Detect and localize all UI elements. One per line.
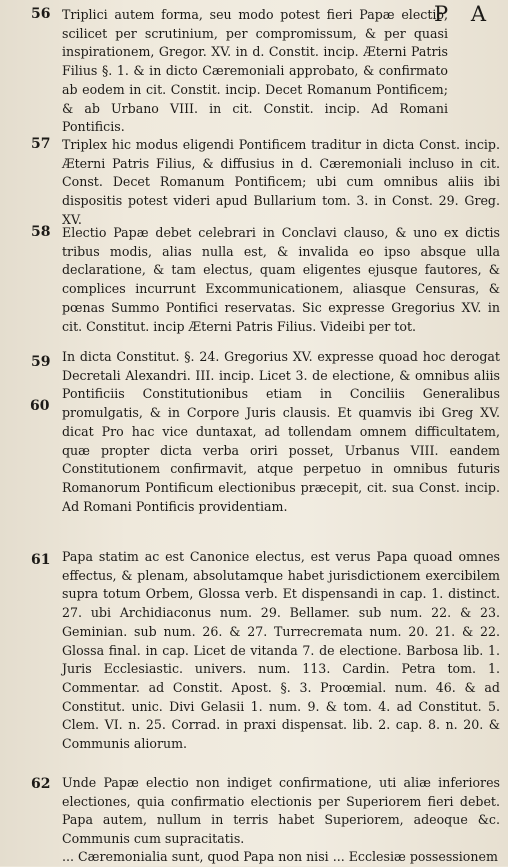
paragraph-number: 62: [31, 776, 51, 792]
paragraph-text: Papa statim ac est Canonice electus, est verus Papa quoad omnes effectus, & plenam, absolutamque habet jurisdictionem exercibilem supra totum Orbem, Glossa verb. Et dispensandi in cap. 1. distinct. 27. ubi Archidiaconus num. 29. Bellamer. sub num. 22. & 23. Geminian. sub num. 26. & 27. Turrecremata num. 20. 21. & 22. Glossa final. in cap. Licet de vitanda 7. de electione. Barbosa lib. 1. Juris Ecclesiastic. univers. num. 113. Cardin. Petra tom. 1. Commentar. ad Constit. Apost. §. 3. Proœmial. num. 46. & ad Constitut. unic. Divi Gelasii 1. num. 9. & tom. 4. ad Constitut. 5. Clem. VI. n. 25. Corrad. in praxi dispensat. lib. 2. cap. 8. n. 20. & Communis aliorum.: [62, 549, 500, 752]
paragraph-text: In dicta Constitut. §. 24. Gregorius XV. expresse quoad hoc derogat Decretali Alexandri. III. incip. Licet 3. de electione, & omnibus aliis Pontificiis Constitutionibus etiam in Conciliis Generalibus promulgatis, & in Corpore Juris clausis. Et quamvis ibi Greg XV. dicat Pro hac vice duntaxat, ad tollendam omnem difficultatem, quæ propter dicta verba oriri posset, Urbanus VIII. eandem Constitutionem confirmavit, atque perpetuo in omnibus futuris Romanorum Pontificum electionibus præcepit, cit. sua Const. incip. Ad Romani Pontificis providentiam.: [62, 349, 500, 514]
running-head: P A: [434, 2, 494, 26]
paragraph-text: Unde Papæ electio non indiget confirmatione, uti aliæ inferiores electiones, quia confirmatio electionis per Superiorem fieri debet. Papa autem, nullum in terris habet Superiorem, adeoque &c. Communis cum supracitatis.: [62, 775, 500, 847]
paragraph-number: 59: [31, 354, 51, 370]
paragraph-number: 61: [31, 552, 51, 568]
margin-number-60: 60: [30, 398, 50, 414]
paragraph-number: 57: [31, 136, 51, 152]
paragraph-number: 56: [31, 6, 51, 22]
paragraph-text: Electio Papæ debet celebrari in Conclavi clauso, & uno ex dictis tribus modis, alias nulla est, & invalida eo ipso absque ulla declaratione, & tam electus, quam eligentes ejusque fautores, & complices incurrunt Excommunicationem, aliasque Censuras, & pœnas Summo Pontifici reservatas. Sic expresse Gregorius XV. in cit. Constitut. incip Æterni Patris Filius. Videibi per tot.: [62, 225, 500, 334]
paragraph-text: Triplex hic modus eligendi Pontificem traditur in dicta Const. incip. Æterni Patris Filius, & diffusius in d. Cæremoniali incluso in cit. Const. Decet Romanum Pontificem; ubi cum omnibus aliis ibi dispositis potest videri apud Bullarium tom. 3. in Const. 29. Greg. XV.: [62, 137, 500, 227]
cut-off-last-line: ... Cæremonialia sunt, quod Papa non nisi ... Ecclesiæ possessionem: [62, 849, 498, 864]
paragraph-number: 58: [31, 224, 51, 240]
paragraph-text: Triplici autem forma, seu modo potest fieri Papæ electio, scilicet per scrutinium, per compromissum, & per quasi inspirationem, Gregor. XV. in d. Constit. incip. Æterni Patris Filius §. 1. & in dicto Cæremoniali approbato, & confirmato ab eodem in cit. Constit. incip. Decet Romanum Pontificem; & ab Urbano VIII. in cit. Constit. incip. Ad Romani Pontificis.: [62, 7, 448, 135]
